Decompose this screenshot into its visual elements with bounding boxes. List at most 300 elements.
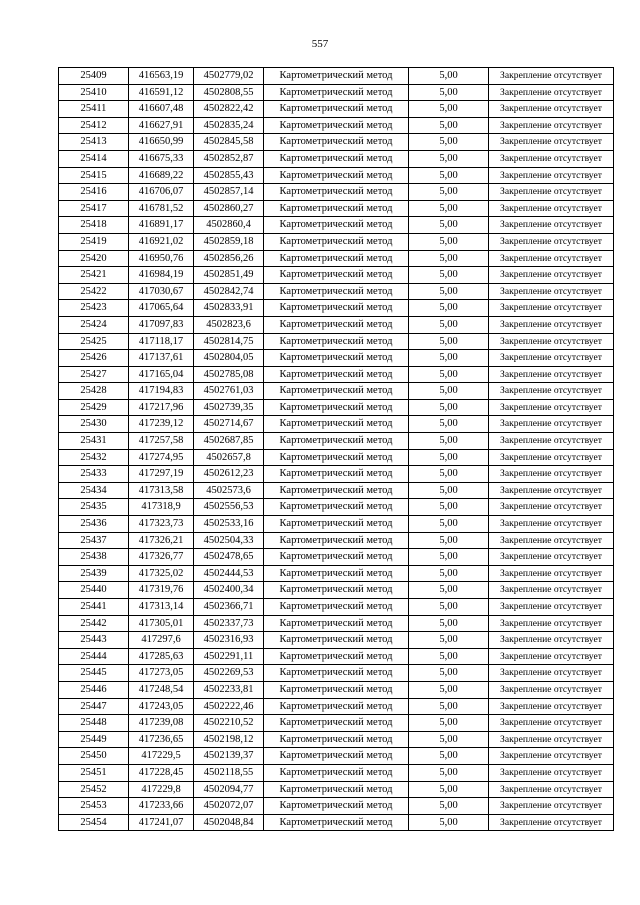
fixing-note-cell: Закрепление отсутствует (489, 731, 614, 748)
accuracy-cell: 5,00 (409, 233, 489, 250)
accuracy-cell: 5,00 (409, 316, 489, 333)
y-coordinate-cell: 4502233,81 (194, 681, 264, 698)
accuracy-cell: 5,00 (409, 681, 489, 698)
fixing-note-cell: Закрепление отсутствует (489, 184, 614, 201)
table-row (59, 117, 614, 134)
point-number-cell: 25411 (59, 101, 129, 118)
y-coordinate-cell: 4502845,58 (194, 134, 264, 151)
method-cell: Картометрический метод (264, 499, 409, 516)
table-row (59, 582, 614, 599)
x-coordinate-cell: 416984,19 (129, 267, 194, 284)
accuracy-cell: 5,00 (409, 399, 489, 416)
accuracy-cell: 5,00 (409, 516, 489, 533)
x-coordinate-cell: 417239,12 (129, 416, 194, 433)
x-coordinate-cell: 417297,6 (129, 632, 194, 649)
accuracy-cell: 5,00 (409, 565, 489, 582)
accuracy-cell: 5,00 (409, 482, 489, 499)
table-row (59, 184, 614, 201)
x-coordinate-cell: 416921,02 (129, 233, 194, 250)
y-coordinate-cell: 4502785,08 (194, 366, 264, 383)
x-coordinate-cell: 417118,17 (129, 333, 194, 350)
point-number-cell: 25416 (59, 184, 129, 201)
accuracy-cell: 5,00 (409, 167, 489, 184)
accuracy-cell: 5,00 (409, 84, 489, 101)
point-number-cell: 25421 (59, 267, 129, 284)
method-cell: Картометрический метод (264, 101, 409, 118)
y-coordinate-cell: 4502823,6 (194, 316, 264, 333)
fixing-note-cell: Закрепление отсутствует (489, 499, 614, 516)
accuracy-cell: 5,00 (409, 549, 489, 566)
method-cell: Картометрический метод (264, 233, 409, 250)
fixing-note-cell: Закрепление отсутствует (489, 748, 614, 765)
y-coordinate-cell: 4502400,34 (194, 582, 264, 599)
table-row (59, 366, 614, 383)
method-cell: Картометрический метод (264, 482, 409, 499)
point-number-cell: 25435 (59, 499, 129, 516)
table-row (59, 200, 614, 217)
method-cell: Картометрический метод (264, 416, 409, 433)
x-coordinate-cell: 417326,77 (129, 549, 194, 566)
point-number-cell: 25452 (59, 781, 129, 798)
fixing-note-cell: Закрепление отсутствует (489, 698, 614, 715)
y-coordinate-cell: 4502855,43 (194, 167, 264, 184)
x-coordinate-cell: 417228,45 (129, 764, 194, 781)
accuracy-cell: 5,00 (409, 698, 489, 715)
table-row (59, 698, 614, 715)
method-cell: Картометрический метод (264, 433, 409, 450)
accuracy-cell: 5,00 (409, 134, 489, 151)
fixing-note-cell: Закрепление отсутствует (489, 516, 614, 533)
x-coordinate-cell: 417319,76 (129, 582, 194, 599)
point-number-cell: 25427 (59, 366, 129, 383)
accuracy-cell: 5,00 (409, 449, 489, 466)
x-coordinate-cell: 417137,61 (129, 350, 194, 367)
x-coordinate-cell: 417233,66 (129, 798, 194, 815)
fixing-note-cell: Закрепление отсутствует (489, 565, 614, 582)
x-coordinate-cell: 417285,63 (129, 648, 194, 665)
table-row (59, 681, 614, 698)
x-coordinate-cell: 417229,5 (129, 748, 194, 765)
x-coordinate-cell: 416706,07 (129, 184, 194, 201)
y-coordinate-cell: 4502687,85 (194, 433, 264, 450)
x-coordinate-cell: 417239,08 (129, 715, 194, 732)
accuracy-cell: 5,00 (409, 101, 489, 118)
x-coordinate-cell: 417326,21 (129, 532, 194, 549)
x-coordinate-cell: 416675,33 (129, 150, 194, 167)
table-row (59, 300, 614, 317)
fixing-note-cell: Закрепление отсутствует (489, 665, 614, 682)
point-number-cell: 25440 (59, 582, 129, 599)
method-cell: Картометрический метод (264, 648, 409, 665)
x-coordinate-cell: 416650,99 (129, 134, 194, 151)
fixing-note-cell: Закрепление отсутствует (489, 449, 614, 466)
table-row (59, 333, 614, 350)
y-coordinate-cell: 4502842,74 (194, 283, 264, 300)
x-coordinate-cell: 417248,54 (129, 681, 194, 698)
method-cell: Картометрический метод (264, 316, 409, 333)
fixing-note-cell: Закрепление отсутствует (489, 233, 614, 250)
y-coordinate-cell: 4502808,55 (194, 84, 264, 101)
method-cell: Картометрический метод (264, 599, 409, 616)
fixing-note-cell: Закрепление отсутствует (489, 84, 614, 101)
point-number-cell: 25424 (59, 316, 129, 333)
y-coordinate-cell: 4502094,77 (194, 781, 264, 798)
accuracy-cell: 5,00 (409, 798, 489, 815)
y-coordinate-cell: 4502337,73 (194, 615, 264, 632)
point-number-cell: 25443 (59, 632, 129, 649)
y-coordinate-cell: 4502444,53 (194, 565, 264, 582)
method-cell: Картометрический метод (264, 715, 409, 732)
point-number-cell: 25441 (59, 599, 129, 616)
accuracy-cell: 5,00 (409, 499, 489, 516)
fixing-note-cell: Закрепление отсутствует (489, 383, 614, 400)
method-cell: Картометрический метод (264, 681, 409, 698)
accuracy-cell: 5,00 (409, 731, 489, 748)
x-coordinate-cell: 417318,9 (129, 499, 194, 516)
table-row (59, 167, 614, 184)
x-coordinate-cell: 417323,73 (129, 516, 194, 533)
fixing-note-cell: Закрепление отсутствует (489, 781, 614, 798)
method-cell: Картометрический метод (264, 532, 409, 549)
table-row (59, 433, 614, 450)
y-coordinate-cell: 4502533,16 (194, 516, 264, 533)
x-coordinate-cell: 416891,17 (129, 217, 194, 234)
method-cell: Картометрический метод (264, 814, 409, 831)
accuracy-cell: 5,00 (409, 582, 489, 599)
y-coordinate-cell: 4502048,84 (194, 814, 264, 831)
point-number-cell: 25428 (59, 383, 129, 400)
table-row (59, 217, 614, 234)
table-row (59, 233, 614, 250)
accuracy-cell: 5,00 (409, 615, 489, 632)
point-number-cell: 25422 (59, 283, 129, 300)
accuracy-cell: 5,00 (409, 665, 489, 682)
accuracy-cell: 5,00 (409, 117, 489, 134)
x-coordinate-cell: 417325,02 (129, 565, 194, 582)
x-coordinate-cell: 417274,95 (129, 449, 194, 466)
method-cell: Картометрический метод (264, 117, 409, 134)
table-row (59, 516, 614, 533)
method-cell: Картометрический метод (264, 399, 409, 416)
y-coordinate-cell: 4502366,71 (194, 599, 264, 616)
method-cell: Картометрический метод (264, 615, 409, 632)
accuracy-cell: 5,00 (409, 267, 489, 284)
table-row (59, 383, 614, 400)
method-cell: Картометрический метод (264, 582, 409, 599)
accuracy-cell: 5,00 (409, 416, 489, 433)
fixing-note-cell: Закрепление отсутствует (489, 798, 614, 815)
accuracy-cell: 5,00 (409, 383, 489, 400)
point-number-cell: 25451 (59, 764, 129, 781)
accuracy-cell: 5,00 (409, 283, 489, 300)
fixing-note-cell: Закрепление отсутствует (489, 764, 614, 781)
accuracy-cell: 5,00 (409, 68, 489, 85)
method-cell: Картометрический метод (264, 798, 409, 815)
point-number-cell: 25429 (59, 399, 129, 416)
point-number-cell: 25453 (59, 798, 129, 815)
y-coordinate-cell: 4502072,07 (194, 798, 264, 815)
fixing-note-cell: Закрепление отсутствует (489, 582, 614, 599)
table-row (59, 565, 614, 582)
point-number-cell: 25409 (59, 68, 129, 85)
fixing-note-cell: Закрепление отсутствует (489, 167, 614, 184)
method-cell: Картометрический метод (264, 267, 409, 284)
accuracy-cell: 5,00 (409, 764, 489, 781)
point-number-cell: 25430 (59, 416, 129, 433)
x-coordinate-cell: 417313,14 (129, 599, 194, 616)
fixing-note-cell: Закрепление отсутствует (489, 599, 614, 616)
table-row (59, 715, 614, 732)
y-coordinate-cell: 4502804,05 (194, 350, 264, 367)
y-coordinate-cell: 4502779,02 (194, 68, 264, 85)
y-coordinate-cell: 4502857,14 (194, 184, 264, 201)
x-coordinate-cell: 417236,65 (129, 731, 194, 748)
point-number-cell: 25415 (59, 167, 129, 184)
y-coordinate-cell: 4502860,27 (194, 200, 264, 217)
accuracy-cell: 5,00 (409, 250, 489, 267)
y-coordinate-cell: 4502573,6 (194, 482, 264, 499)
table-row (59, 499, 614, 516)
y-coordinate-cell: 4502556,53 (194, 499, 264, 516)
accuracy-cell: 5,00 (409, 184, 489, 201)
table-row (59, 399, 614, 416)
table-body (59, 68, 614, 831)
accuracy-cell: 5,00 (409, 300, 489, 317)
fixing-note-cell: Закрепление отсутствует (489, 482, 614, 499)
y-coordinate-cell: 4502851,49 (194, 267, 264, 284)
method-cell: Картометрический метод (264, 366, 409, 383)
table-row (59, 615, 614, 632)
point-number-cell: 25420 (59, 250, 129, 267)
fixing-note-cell: Закрепление отсутствует (489, 200, 614, 217)
point-number-cell: 25448 (59, 715, 129, 732)
point-number-cell: 25454 (59, 814, 129, 831)
accuracy-cell: 5,00 (409, 466, 489, 483)
point-number-cell: 25442 (59, 615, 129, 632)
fixing-note-cell: Закрепление отсутствует (489, 466, 614, 483)
point-number-cell: 25418 (59, 217, 129, 234)
table-row (59, 283, 614, 300)
accuracy-cell: 5,00 (409, 350, 489, 367)
x-coordinate-cell: 417241,07 (129, 814, 194, 831)
method-cell: Картометрический метод (264, 565, 409, 582)
x-coordinate-cell: 417257,58 (129, 433, 194, 450)
point-number-cell: 25426 (59, 350, 129, 367)
y-coordinate-cell: 4502860,4 (194, 217, 264, 234)
fixing-note-cell: Закрепление отсутствует (489, 101, 614, 118)
table-row (59, 68, 614, 85)
y-coordinate-cell: 4502210,52 (194, 715, 264, 732)
method-cell: Картометрический метод (264, 134, 409, 151)
point-number-cell: 25450 (59, 748, 129, 765)
point-number-cell: 25437 (59, 532, 129, 549)
x-coordinate-cell: 416591,12 (129, 84, 194, 101)
fixing-note-cell: Закрепление отсутствует (489, 134, 614, 151)
x-coordinate-cell: 416607,48 (129, 101, 194, 118)
y-coordinate-cell: 4502291,11 (194, 648, 264, 665)
table-row (59, 632, 614, 649)
method-cell: Картометрический метод (264, 781, 409, 798)
y-coordinate-cell: 4502198,12 (194, 731, 264, 748)
fixing-note-cell: Закрепление отсутствует (489, 333, 614, 350)
method-cell: Картометрический метод (264, 383, 409, 400)
point-number-cell: 25425 (59, 333, 129, 350)
coordinates-table (58, 67, 614, 831)
table-row (59, 134, 614, 151)
method-cell: Картометрический метод (264, 217, 409, 234)
y-coordinate-cell: 4502478,65 (194, 549, 264, 566)
table-row (59, 549, 614, 566)
fixing-note-cell: Закрепление отсутствует (489, 632, 614, 649)
point-number-cell: 25431 (59, 433, 129, 450)
method-cell: Картометрический метод (264, 84, 409, 101)
method-cell: Картометрический метод (264, 549, 409, 566)
point-number-cell: 25449 (59, 731, 129, 748)
method-cell: Картометрический метод (264, 698, 409, 715)
point-number-cell: 25439 (59, 565, 129, 582)
fixing-note-cell: Закрепление отсутствует (489, 316, 614, 333)
fixing-note-cell: Закрепление отсутствует (489, 283, 614, 300)
y-coordinate-cell: 4502714,67 (194, 416, 264, 433)
point-number-cell: 25432 (59, 449, 129, 466)
point-number-cell: 25414 (59, 150, 129, 167)
table-row (59, 150, 614, 167)
y-coordinate-cell: 4502118,55 (194, 764, 264, 781)
method-cell: Картометрический метод (264, 350, 409, 367)
point-number-cell: 25419 (59, 233, 129, 250)
x-coordinate-cell: 417030,67 (129, 283, 194, 300)
x-coordinate-cell: 416627,91 (129, 117, 194, 134)
point-number-cell: 25438 (59, 549, 129, 566)
fixing-note-cell: Закрепление отсутствует (489, 350, 614, 367)
y-coordinate-cell: 4502852,87 (194, 150, 264, 167)
table-row (59, 748, 614, 765)
table-row (59, 316, 614, 333)
x-coordinate-cell: 417194,83 (129, 383, 194, 400)
fixing-note-cell: Закрепление отсутствует (489, 532, 614, 549)
table-row (59, 466, 614, 483)
fixing-note-cell: Закрепление отсутствует (489, 715, 614, 732)
y-coordinate-cell: 4502761,03 (194, 383, 264, 400)
y-coordinate-cell: 4502856,26 (194, 250, 264, 267)
fixing-note-cell: Закрепление отсутствует (489, 150, 614, 167)
table-row (59, 781, 614, 798)
table-row (59, 599, 614, 616)
x-coordinate-cell: 417313,58 (129, 482, 194, 499)
y-coordinate-cell: 4502814,75 (194, 333, 264, 350)
x-coordinate-cell: 416689,22 (129, 167, 194, 184)
table-row (59, 532, 614, 549)
point-number-cell: 25445 (59, 665, 129, 682)
fixing-note-cell: Закрепление отсутствует (489, 549, 614, 566)
fixing-note-cell: Закрепление отсутствует (489, 217, 614, 234)
x-coordinate-cell: 417305,01 (129, 615, 194, 632)
y-coordinate-cell: 4502504,33 (194, 532, 264, 549)
accuracy-cell: 5,00 (409, 632, 489, 649)
point-number-cell: 25436 (59, 516, 129, 533)
accuracy-cell: 5,00 (409, 599, 489, 616)
x-coordinate-cell: 417097,83 (129, 316, 194, 333)
y-coordinate-cell: 4502316,93 (194, 632, 264, 649)
table-row (59, 648, 614, 665)
table-row (59, 449, 614, 466)
accuracy-cell: 5,00 (409, 200, 489, 217)
table-row (59, 665, 614, 682)
y-coordinate-cell: 4502822,42 (194, 101, 264, 118)
accuracy-cell: 5,00 (409, 532, 489, 549)
fixing-note-cell: Закрепление отсутствует (489, 648, 614, 665)
fixing-note-cell: Закрепление отсутствует (489, 814, 614, 831)
method-cell: Картометрический метод (264, 184, 409, 201)
x-coordinate-cell: 417273,05 (129, 665, 194, 682)
x-coordinate-cell: 416950,76 (129, 250, 194, 267)
method-cell: Картометрический метод (264, 466, 409, 483)
method-cell: Картометрический метод (264, 632, 409, 649)
accuracy-cell: 5,00 (409, 715, 489, 732)
table-row (59, 101, 614, 118)
method-cell: Картометрический метод (264, 300, 409, 317)
method-cell: Картометрический метод (264, 764, 409, 781)
x-coordinate-cell: 417065,64 (129, 300, 194, 317)
point-number-cell: 25434 (59, 482, 129, 499)
accuracy-cell: 5,00 (409, 366, 489, 383)
y-coordinate-cell: 4502739,35 (194, 399, 264, 416)
table-row (59, 84, 614, 101)
y-coordinate-cell: 4502269,53 (194, 665, 264, 682)
point-number-cell: 25447 (59, 698, 129, 715)
method-cell: Картометрический метод (264, 665, 409, 682)
fixing-note-cell: Закрепление отсутствует (489, 416, 614, 433)
point-number-cell: 25444 (59, 648, 129, 665)
table-row (59, 267, 614, 284)
fixing-note-cell: Закрепление отсутствует (489, 267, 614, 284)
fixing-note-cell: Закрепление отсутствует (489, 68, 614, 85)
table-row (59, 350, 614, 367)
method-cell: Картометрический метод (264, 731, 409, 748)
method-cell: Картометрический метод (264, 283, 409, 300)
fixing-note-cell: Закрепление отсутствует (489, 615, 614, 632)
fixing-note-cell: Закрепление отсутствует (489, 366, 614, 383)
table-row (59, 764, 614, 781)
y-coordinate-cell: 4502835,24 (194, 117, 264, 134)
x-coordinate-cell: 417217,96 (129, 399, 194, 416)
point-number-cell: 25433 (59, 466, 129, 483)
x-coordinate-cell: 416563,19 (129, 68, 194, 85)
x-coordinate-cell: 417297,19 (129, 466, 194, 483)
fixing-note-cell: Закрепление отсутствует (489, 433, 614, 450)
accuracy-cell: 5,00 (409, 433, 489, 450)
y-coordinate-cell: 4502139,37 (194, 748, 264, 765)
method-cell: Картометрический метод (264, 68, 409, 85)
method-cell: Картометрический метод (264, 167, 409, 184)
point-number-cell: 25412 (59, 117, 129, 134)
method-cell: Картометрический метод (264, 200, 409, 217)
table-row (59, 798, 614, 815)
accuracy-cell: 5,00 (409, 781, 489, 798)
x-coordinate-cell: 417243,05 (129, 698, 194, 715)
point-number-cell: 25423 (59, 300, 129, 317)
point-number-cell: 25410 (59, 84, 129, 101)
x-coordinate-cell: 416781,52 (129, 200, 194, 217)
y-coordinate-cell: 4502859,18 (194, 233, 264, 250)
point-number-cell: 25446 (59, 681, 129, 698)
fixing-note-cell: Закрепление отсутствует (489, 117, 614, 134)
point-number-cell: 25413 (59, 134, 129, 151)
accuracy-cell: 5,00 (409, 333, 489, 350)
x-coordinate-cell: 417229,8 (129, 781, 194, 798)
table-row (59, 250, 614, 267)
page-number: 557 (311, 38, 329, 50)
